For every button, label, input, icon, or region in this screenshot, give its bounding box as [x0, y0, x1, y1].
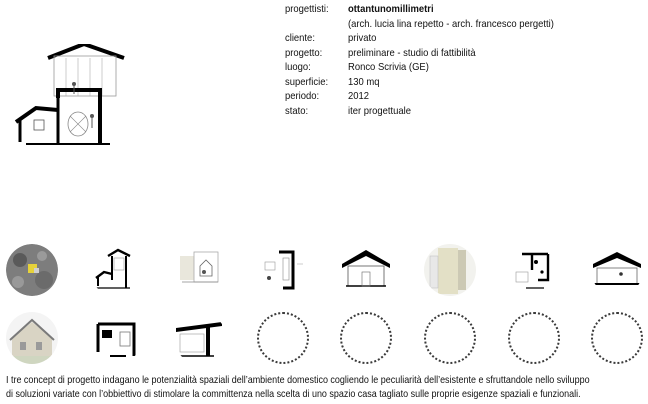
info-label: periodo:: [285, 90, 320, 102]
project-description: [6, 374, 622, 402]
info-label: superficie:: [285, 75, 329, 88]
gallery-thumb-interior-render[interactable]: [174, 244, 226, 296]
hero-house-drawing: [14, 44, 128, 148]
info-label: progettisti:: [285, 3, 329, 15]
info-value: iter progettuale: [348, 104, 412, 117]
gallery-thumb-section-drawing[interactable]: [591, 244, 643, 296]
gallery-thumb-building-photo[interactable]: [6, 312, 58, 364]
gallery-placeholder-circle: [591, 312, 643, 364]
gallery-thumb-floor-plan[interactable]: [90, 312, 142, 364]
gallery-thumb-facade-drawing[interactable]: [340, 244, 392, 296]
info-label: stato:: [285, 104, 309, 117]
gallery-thumb-roof-section[interactable]: [174, 312, 226, 364]
gallery-thumb-interior-photo[interactable]: [424, 244, 476, 296]
info-row-status: [285, 104, 554, 119]
info-row-project: [285, 46, 554, 61]
gallery-thumb-section-sketch[interactable]: [90, 244, 142, 296]
gallery-thumb-aerial-photo[interactable]: [6, 244, 58, 296]
info-label: progetto:: [285, 46, 323, 59]
gallery-placeholder-circle: [424, 312, 476, 364]
info-label: [285, 17, 348, 32]
gallery-placeholder-circle: [340, 312, 392, 364]
info-value: Ronco Scrivia (GE): [348, 61, 429, 73]
info-row-client: [285, 31, 554, 46]
info-value: preliminare - studio di fattibilità: [348, 46, 476, 59]
info-label: cliente:: [285, 32, 315, 44]
info-value: 2012: [348, 90, 370, 102]
info-value: ottantunomillimetri: [348, 3, 434, 15]
gallery-placeholder-circle: [257, 312, 309, 364]
info-row-location: [285, 60, 554, 75]
gallery-thumb-plan-drawing[interactable]: [257, 244, 309, 296]
info-row-area: [285, 75, 554, 90]
description-line: di soluzioni variate con l’obbiettivo di stimolare la committenza nella scelta di uno spazio casa tagliato sulle proprie esigenze spaziali e funzionali.: [6, 389, 581, 400]
info-row-designers-names: [285, 17, 554, 32]
info-value: (arch. lucia lina repetto - arch. francesco pergetti): [348, 17, 554, 30]
info-label: luogo:: [285, 61, 311, 73]
gallery-placeholder-circle: [508, 312, 560, 364]
gallery-thumb-plan-drawing-2[interactable]: [508, 244, 560, 296]
info-value: privato: [348, 32, 377, 44]
description-line: I tre concept di progetto indagano le potenzialità spaziali dell’ambiente domestico cogliendo le peculiarità dell’esistente e sfruttandole nello sviluppo: [6, 375, 590, 386]
info-row-period: [285, 89, 554, 104]
project-info: [285, 2, 554, 118]
info-value: 130 mq: [348, 75, 380, 88]
info-row-designers: [285, 2, 554, 17]
